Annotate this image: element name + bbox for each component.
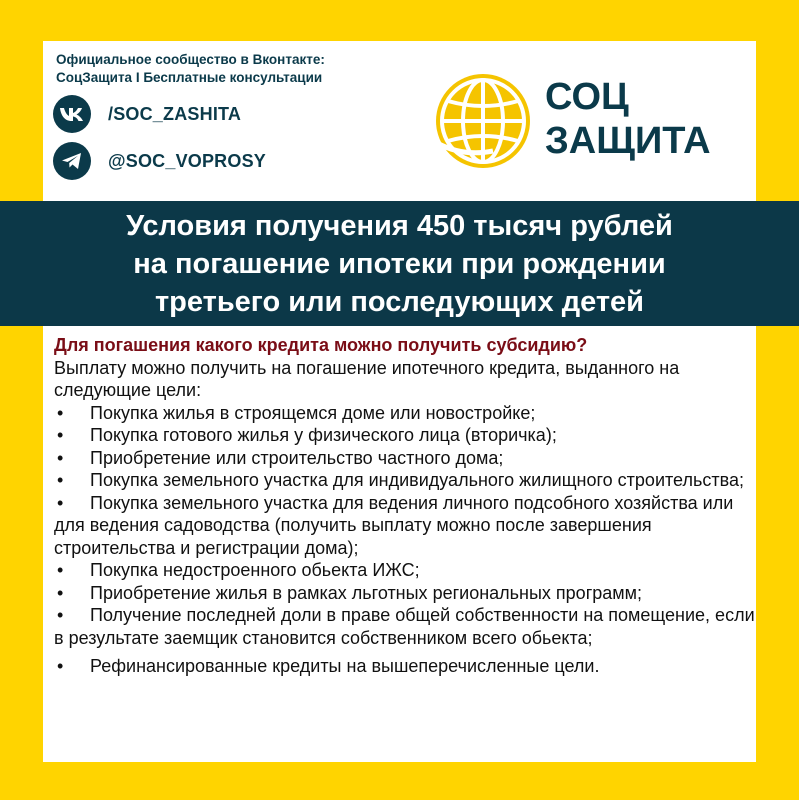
content-card: [43, 326, 756, 762]
title-banner: [0, 201, 799, 326]
brand-logo-text: [545, 75, 711, 163]
header-card: [43, 41, 756, 201]
banner-title-line1: Условия получения 450 тысяч рублей: [126, 209, 673, 242]
bullet-icon: •: [57, 447, 64, 468]
vk-handle: /SOC_ZASHITA: [108, 103, 242, 124]
telegram-link[interactable]: [53, 141, 266, 181]
telegram-handle: @SOC_VOPROSY: [108, 150, 266, 171]
vk-link[interactable]: [53, 94, 241, 134]
list-item-text: Получение последней доли в праве общей собственности на помещение, если в результате заемщик становится собственником всего обьекта;: [54, 605, 755, 648]
banner-title-line2: на погашение ипотеки при рождении: [133, 247, 666, 280]
list-item-text: Рефинансированные кредиты на вышеперечисленные цели.: [90, 656, 600, 676]
list-item: [54, 447, 759, 470]
telegram-icon: [53, 142, 91, 180]
list-item: [54, 424, 759, 447]
bullet-icon: •: [57, 582, 64, 603]
bullet-icon: •: [57, 560, 64, 580]
vk-icon: [53, 95, 91, 133]
bullet-icon: •: [57, 656, 64, 676]
list-item: [54, 655, 759, 678]
community-intro-line1: Официальное сообщество в Вконтакте:: [56, 52, 325, 67]
list-item-text: Покупка готового жилья у физического лица (вторичка);: [90, 425, 557, 445]
list-item-text: Покупка недостроенного обьекта ИЖС;: [90, 560, 420, 580]
bullet-icon: •: [57, 605, 64, 625]
list-item: [54, 604, 759, 649]
list-item-text: Покупка земельного участка для индивидуального жилищного строительства;: [90, 470, 744, 490]
list-item-text: Приобретение жилья в рамках льготных региональных программ;: [90, 582, 643, 603]
question-heading: Для погашения какого кредита можно получить субсидию?: [54, 335, 588, 355]
list-item-text: Покупка жилья в строящемся доме или новостройке;: [90, 402, 536, 423]
list-item-text: Покупка земельного участка для ведения личного подсобного хозяйства или для ведения садоводства (получить выплату можно после завершения строительства и регистрации дома);: [54, 492, 734, 558]
community-intro: [56, 51, 325, 87]
bullet-icon: •: [57, 492, 64, 513]
list-item: [54, 402, 759, 425]
bullet-icon: •: [57, 470, 64, 490]
list-item: [54, 582, 759, 605]
community-intro-line2: СоцЗащита I Бесплатные консультации: [56, 70, 323, 85]
purpose-list: [54, 402, 759, 678]
logo-line1: СОЦ: [545, 76, 629, 118]
globe-icon: [433, 71, 533, 171]
list-item-text: Приобретение или строительство частного дома;: [90, 447, 504, 468]
list-item: [54, 559, 759, 582]
banner-title-line3: третьего или последующих детей: [154, 285, 645, 318]
logo-line2: ЗАЩИТА: [545, 120, 711, 162]
list-item: [54, 492, 759, 560]
bullet-icon: •: [57, 402, 64, 423]
bullet-icon: •: [57, 425, 64, 445]
list-item: [54, 469, 759, 492]
intro-text: Выплату можно получить на погашение ипотечного кредита, выданного на следующие цели:: [54, 357, 680, 400]
